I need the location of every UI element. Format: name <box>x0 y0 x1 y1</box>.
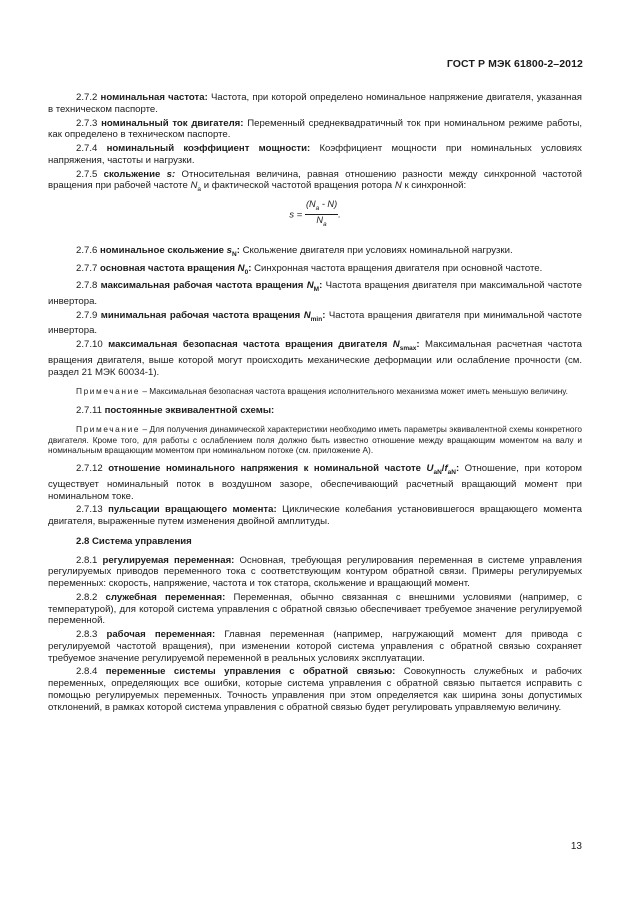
term: переменные системы управления с обратной связью: <box>105 666 396 678</box>
def-2-8-2: 2.8.2 служебная переменная: Переменная, обычно связанная с внешними условиями (например, с температурой), для которой система управления с обратной связью обеспечивает требуемое значение регулируемой переменной. <box>48 591 583 627</box>
def-2-7-3: 2.7.3 номинальный ток двигателя: Переменный среднеквадратичный ток при номинальном режиме работы, как определено в техническом паспорте. <box>48 117 583 141</box>
def-2-8-1: 2.8.1 регулируемая переменная: Основная, требующая регулирования переменная в системе управления регулируемых приводов переменного тока с соответствующим контуром обратной связи. Примеры регулируемых переменных: скорость, напряжение, частота и ток статора, скольжение и вращающий момент. <box>48 554 582 590</box>
def-2-7-11: 2.7.11 постоянные эквивалентной схемы: <box>76 404 275 416</box>
term: пульсации вращающего момента: <box>108 504 277 516</box>
term: рабочая переменная: <box>106 629 216 641</box>
def-2-7-8: 2.7.8 максимальная рабочая частота вращения $N_M$: Частота вращения двигателя при максимальной частоте инвертора. <box>48 280 583 308</box>
term: отношение номинального напряжения к номинальной частоте $U_{aN}/f_{aN}$: <box>108 463 460 477</box>
slip-formula: s = $\frac{(N_a - N)}{N_a}$ . <box>48 199 582 231</box>
def-2-7-4: 2.7.4 номинальный коэффициент мощности: Коэффициент мощности при номинальных условиях напряжения, частоты и нагрузки. <box>48 143 582 166</box>
term: постоянные эквивалентной схемы: <box>104 404 275 416</box>
term: номинальное скольжение $s_N$: <box>100 245 240 258</box>
document-code: ГОСТ Р МЭК 61800-2–2012 <box>446 58 583 70</box>
def-2-8-4: 2.8.4 переменные системы управления с обратной связью: Совокупность служебных и рабочих переменных, определяющих все ошибки, которые система управления с обратной связью пытается исправить с помощью регулируемых переменных. Точность управления при этом определяется как ширина зоны допустимых отклонений, в рамках которой система управления с обратной связью будет регулировать управляемую величину. <box>48 666 582 713</box>
def-2-7-5: 2.7.5 скольжение s: Относительная величина, равная отношению разности между синхронной частотой вращения при рабочей частоте $N_a$ и фактической частотой вращения ротора N к синхронной: <box>48 168 582 194</box>
term: максимальная безопасная частота вращения двигателя $N_{smax}$: <box>108 339 420 353</box>
term: максимальная рабочая частота вращения $N_M$: <box>100 280 323 294</box>
def-2-7-10: 2.7.10 максимальная безопасная частота вращения двигателя $N_{smax}$: Максимальная расчетная частота вращения двигателя, выше которой могут происходить механические деформации или ослабление прочности (см. раздел 21 МЭК 60034-1). <box>48 339 582 378</box>
term: регулируемая переменная: <box>102 554 235 566</box>
fraction: $\frac{(N_a - N)}{N_a}$ <box>305 198 338 229</box>
def-2-7-12: 2.7.12 отношение номинального напряжения к номинальной частоте $U_{aN}/f_{aN}$: Отношение, при котором существует номинальный поток в воздушном зазоре, обеспечивающий расчетный вращающий момент при номинальном токе. <box>48 463 583 502</box>
def-2-7-13: 2.7.13 пульсации вращающего момента: Циклические колебания установившегося вращающего момента двигателя, выраженные путем изменения двойной амплитуды. <box>48 504 582 528</box>
note-2: Примечание – Для получения динамической характеристики необходимо иметь параметры эквивалентной схемы конкретного двигателя. Кроме того, для работы с ослаблением поля должно быть известно отношение между вращающим моментом на валу и номинальным вращающим моментом при номинальном потоке (см. приложение А). <box>48 424 583 455</box>
page-number: 13 <box>570 841 582 852</box>
term: номинальная частота: <box>100 92 208 103</box>
def-2-7-9: 2.7.9 минимальная рабочая частота вращения $N_{min}$: Частота вращения двигателя при минимальной частоте инвертора. <box>48 309 582 337</box>
section-heading: 2.8 Система управления <box>76 535 192 547</box>
term: служебная переменная: <box>105 591 226 603</box>
page-content <box>48 92 582 715</box>
def-2-7-6: 2.7.6 номинальное скольжение $s_N$: Скольжение двигателя при условиях номинальной нагрузки. <box>76 245 513 258</box>
term: минимальная рабочая частота вращения $N_{min}$: <box>100 309 326 323</box>
def-2-7-2: 2.7.2 номинальная частота: Частота, при которой определено номинальное напряжение двигателя, указанная в техническом паспорте. <box>48 92 583 115</box>
term: основная частота вращения $N_0$: <box>100 262 252 276</box>
term: номинальный коэффициент мощности: <box>106 143 311 154</box>
def-2-8-3: 2.8.3 рабочая переменная: Главная переменная (например, нагружающий момент для привода с регулируемой частотой вращения), при изменении которой система управления с обратной связью сохраняет требуемое значение регулируемой переменной в реальных условиях эксплуатации. <box>48 629 583 664</box>
term: номинальный ток двигателя: <box>101 117 244 129</box>
term: скольжение <box>103 168 161 180</box>
note-1: Примечание – Максимальная безопасная частота вращения исполнительного механизма может иметь меньшую величину. <box>76 386 568 397</box>
def-2-7-7: 2.7.7 основная частота вращения $N_0$: Синхронная частота вращения двигателя при основной частоте. <box>76 262 543 276</box>
